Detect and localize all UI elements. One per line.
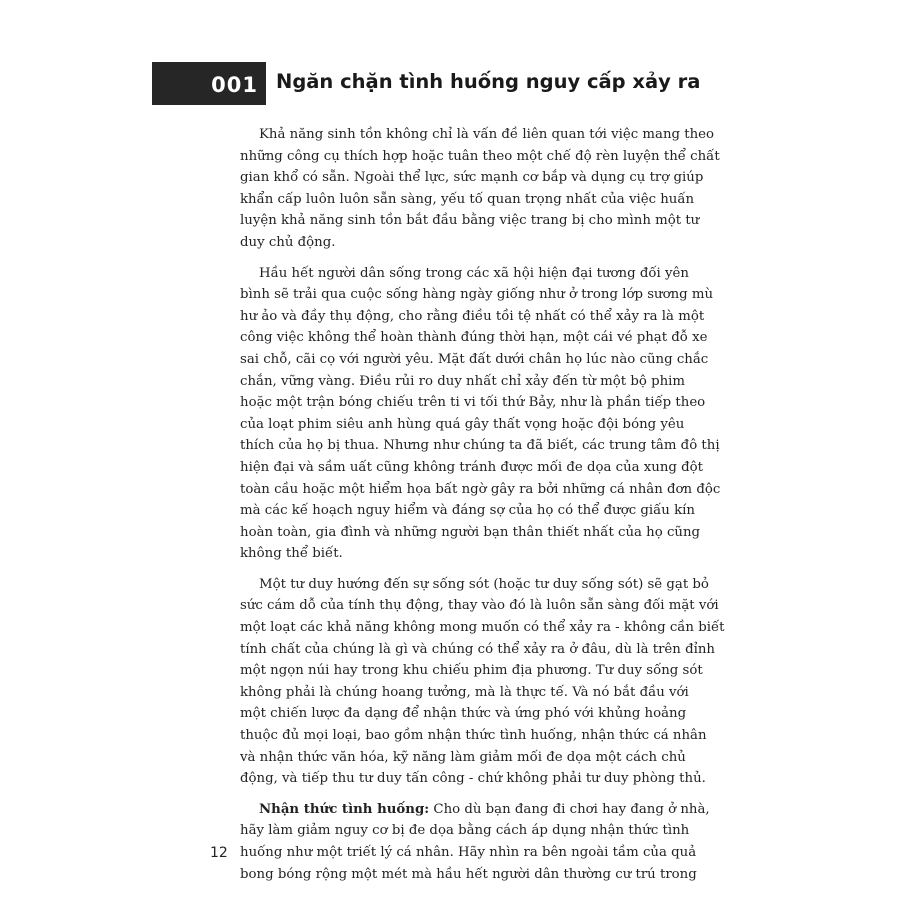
text-line: hiện đại và sầm uất cũng không tránh được mối đe dọa của xung đột [240,459,704,475]
chapter-number: 001 [211,73,258,97]
text-line: bình sẽ trải qua cuộc sống hàng ngày giống như ở trong lớp sương mù [240,287,714,303]
text-line: hư ảo và đầy thụ động, cho rằng điều tồi tệ nhất có thể xảy ra là một [240,308,705,324]
text-line: Một tư duy hướng đến sự sống sót (hoặc tư duy sống sót) sẽ gạt bỏ [259,576,709,592]
text-line: toàn cầu hoặc một hiểm họa bất ngờ gây ra bởi những cá nhân đơn độc [240,481,721,497]
text-line: động, và tiếp thu tư duy tấn công - chứ không phải tư duy phòng thủ. [240,771,706,787]
text-line: sai chỗ, cãi cọ với người yêu. Mặt đất dưới chân họ lúc nào cũng chắc [240,351,709,367]
text-line: mà các kế hoạch nguy hiểm và đáng sợ của họ có thể được giấu kín [240,503,695,519]
text-line: thích của họ bị thua. Nhưng như chúng ta đã biết, các trung tâm đô thị [240,438,720,454]
body-text [221,124,725,885]
text-line: huống như một triết lý cá nhân. Hãy nhìn ra bên ngoài tầm của quả [240,845,697,860]
text-line: Hầu hết người dân sống trong các xã hội hiện đại tương đối yên [259,265,689,281]
text-line: của loạt phim siêu anh hùng quá gây thất vọng hoặc đội bóng yêu [240,416,685,432]
lead-term: Nhận thức tình huống: [259,801,430,817]
lead-line-rest: Cho dù bạn đang đi chơi hay đang ở nhà, [429,801,710,817]
chapter-title: Ngăn chặn tình huống nguy cấp xảy ra [276,70,701,93]
text-line: bong bóng rộng một mét mà hầu hết người dân thường cư trú trong [240,866,697,882]
text-line: những công cụ thích hợp hoặc tuân theo một chế độ rèn luyện thể chất [240,148,720,164]
text-line: hoàn toàn, gia đình và những người bạn thân thiết nhất của họ cũng [240,524,701,540]
text-line: Khả năng sinh tồn không chỉ là vấn đề liên quan tới việc mang theo [259,127,715,142]
text-line: sức cám dỗ của tính thụ động, thay vào đó là luôn sẵn sàng đối mặt với [240,598,719,614]
text-line: một loạt các khả năng không mong muốn có thể xảy ra - không cần biết [240,620,725,636]
paragraph-situational-awareness [221,799,710,885]
text-line: khẩn cấp luôn luôn sẵn sàng, yếu tố quan trọng nhất của việc huấn [240,191,695,207]
text-line: luyện khả năng sinh tồn bắt đầu bằng việc trang bị cho mình một tư [240,213,700,229]
text-line: không thể biết. [240,546,343,562]
paragraph-intro [221,124,720,254]
text-line: duy chủ động. [240,234,336,250]
text-line: gian khổ có sẵn. Ngoài thể lực, sức mạnh cơ bắp và dụng cụ trợ giúp [240,170,704,186]
text-line: và nhận thức văn hóa, kỹ năng làm giảm mối đe dọa một cách chủ [240,749,686,765]
text-line: một chiến lược đa dạng để nhận thức và ứng phó với khủng hoảng [240,706,687,722]
text-line: một ngọn núi hay trong khu chiếu phim địa phương. Tư duy sống sót [240,663,703,679]
page-number: 12 [210,845,228,861]
text-line: hoặc một trận bóng chiếu trên ti vi tối thứ Bảy, như là phần tiếp theo [240,395,706,411]
text-line: hãy làm giảm nguy cơ bị đe dọa bằng cách áp dụng nhận thức tình [240,823,690,839]
paragraph-modern-life [221,263,721,565]
text-line: tính chất của chúng là gì và chúng có thể xảy ra ở đâu, dù là trên đỉnh [240,641,715,657]
text-line: thuộc đủ mọi loại, bao gồm nhận thức tình huống, nhận thức cá nhân [240,728,707,744]
text-line [221,799,710,821]
text-line: không phải là chúng hoang tưởng, mà là thực tế. Và nó bắt đầu với [240,684,689,700]
text-line: công việc không thể hoàn thành đúng thời hạn, một cái vé phạt đỗ xe [240,330,708,346]
text-line: chắn, vững vàng. Điều rủi ro duy nhất chỉ xảy đến từ một bộ phim [240,373,686,389]
paragraph-survival-mindset [221,574,725,790]
